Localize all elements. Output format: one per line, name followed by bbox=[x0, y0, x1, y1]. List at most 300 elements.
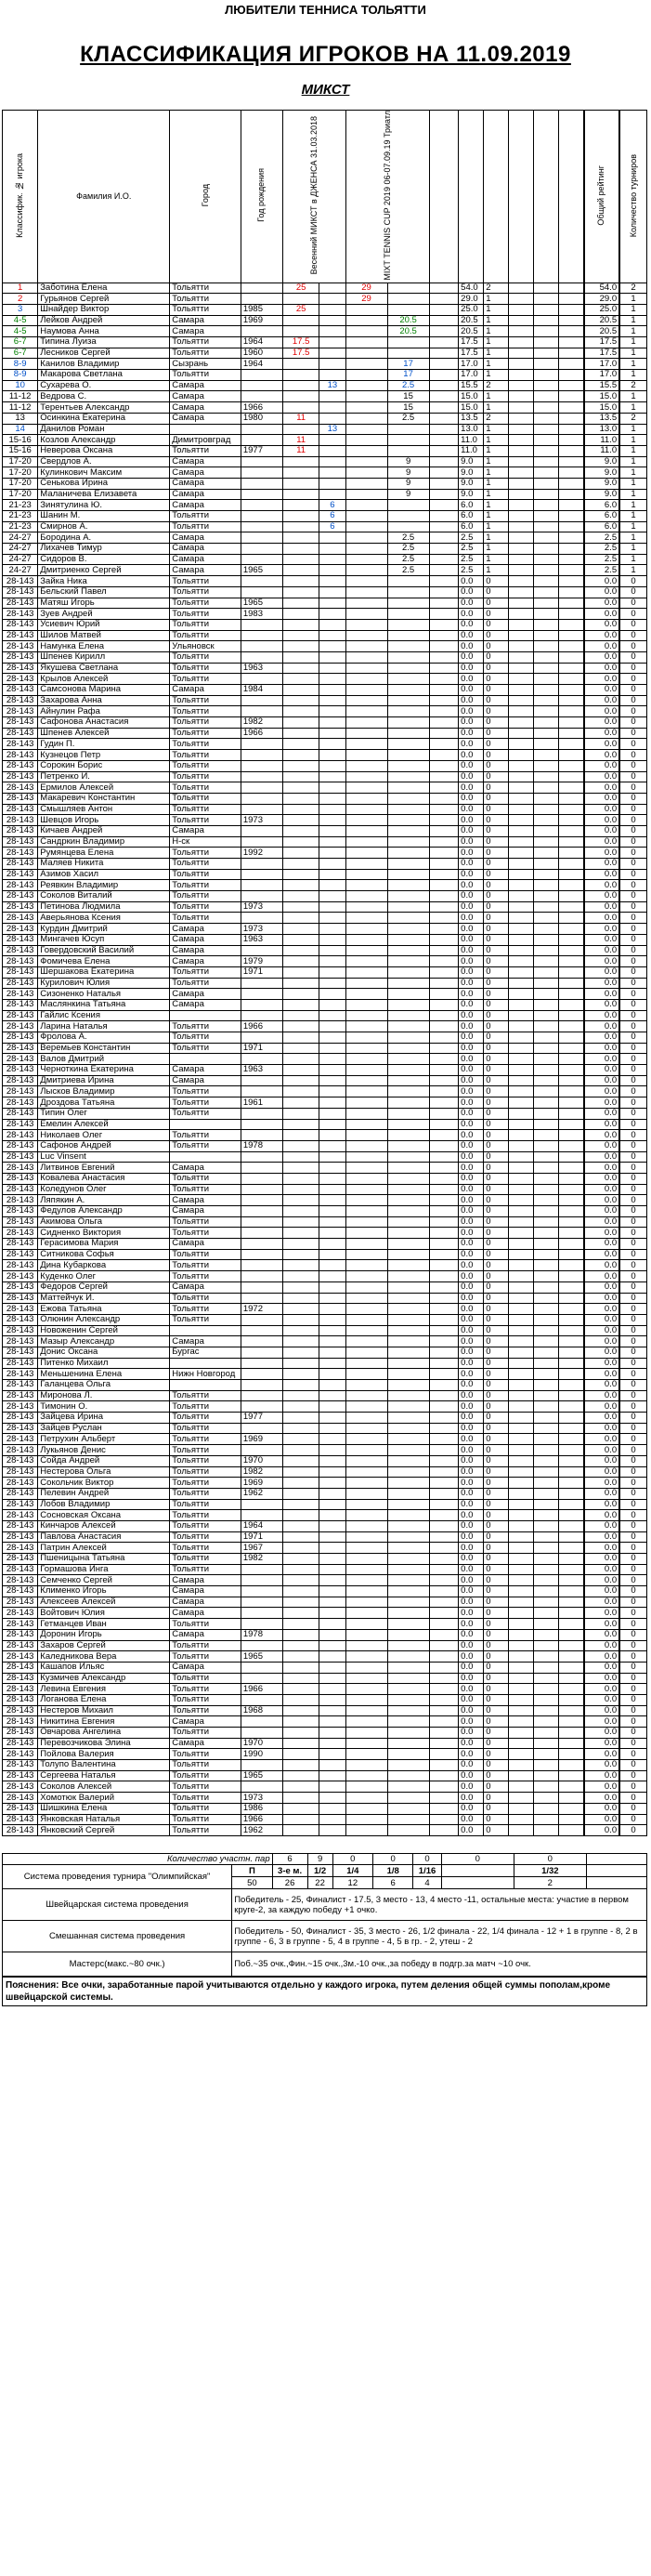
t1-b-cell bbox=[319, 348, 345, 359]
empty-cell bbox=[534, 1347, 559, 1358]
rank-cell: 17-20 bbox=[3, 489, 38, 500]
city-cell: Тольятти bbox=[170, 1760, 241, 1771]
empty-cell bbox=[509, 1054, 534, 1065]
t2-a-cell bbox=[345, 815, 387, 826]
t2-b-cell bbox=[387, 1608, 429, 1619]
name-cell: Левина Евгения bbox=[38, 1684, 170, 1695]
total-cell: 0.0 bbox=[584, 999, 619, 1010]
name-cell: Хомотюк Валерий bbox=[38, 1793, 170, 1804]
name-cell: Сафонова Анастасия bbox=[38, 717, 170, 729]
table-row bbox=[3, 651, 647, 663]
name-cell: Кашапов Ильяс bbox=[38, 1662, 170, 1673]
t2-a-cell bbox=[345, 989, 387, 1000]
total-cell: 0.0 bbox=[584, 1597, 619, 1608]
rank-cell: 24-27 bbox=[3, 554, 38, 565]
rank-cell: 28-143 bbox=[3, 1640, 38, 1651]
count-cell: 1 bbox=[619, 402, 646, 414]
masters-text: Поб.~35 очк.,Фин.~15 очк.,3м.-10 очк.,за победу в подгр.за матч ~10 очк. bbox=[232, 1952, 647, 1977]
total-cell: 0.0 bbox=[584, 859, 619, 870]
empty-cell: 0.0 bbox=[459, 1543, 484, 1554]
count-cell: 0 bbox=[619, 1651, 646, 1663]
empty-cell bbox=[509, 500, 534, 511]
rank-cell: 28-143 bbox=[3, 1228, 38, 1239]
empty-cell: 0 bbox=[484, 1325, 509, 1336]
extra-cell bbox=[429, 1738, 459, 1749]
city-cell bbox=[170, 1054, 241, 1065]
table-row bbox=[3, 1455, 647, 1466]
empty-cell bbox=[509, 1184, 534, 1195]
count-cell: 0 bbox=[619, 782, 646, 794]
empty-cell bbox=[509, 1445, 534, 1456]
t1-a-cell bbox=[282, 544, 319, 555]
count-cell: 0 bbox=[619, 1293, 646, 1304]
table-row bbox=[3, 760, 647, 771]
t1-a-cell bbox=[282, 1531, 319, 1543]
empty-cell bbox=[559, 1749, 584, 1760]
empty-cell: 0.0 bbox=[459, 1760, 484, 1771]
city-cell: Тольятти bbox=[170, 966, 241, 978]
empty-cell bbox=[534, 1651, 559, 1663]
city-cell: Самара bbox=[170, 489, 241, 500]
table-row bbox=[3, 1358, 647, 1369]
t2-a-cell bbox=[345, 782, 387, 794]
empty-cell bbox=[509, 521, 534, 532]
year-cell bbox=[241, 283, 282, 294]
total-cell: 0.0 bbox=[584, 956, 619, 967]
empty-cell: 17.5 bbox=[459, 337, 484, 348]
empty-cell: 25.0 bbox=[459, 304, 484, 315]
city-cell: Тольятти bbox=[170, 1390, 241, 1401]
empty-cell bbox=[559, 1325, 584, 1336]
empty-cell: 0 bbox=[484, 1054, 509, 1065]
empty-cell bbox=[509, 1455, 534, 1466]
empty-cell bbox=[559, 1010, 584, 1021]
t1-a-cell bbox=[282, 1478, 319, 1489]
empty-cell bbox=[559, 706, 584, 717]
t2-a-cell bbox=[345, 1455, 387, 1466]
empty-cell: 0.0 bbox=[459, 1195, 484, 1206]
t2-a-cell bbox=[345, 1597, 387, 1608]
extra-cell bbox=[429, 1043, 459, 1054]
count-cell: 1 bbox=[619, 337, 646, 348]
year-cell bbox=[241, 576, 282, 587]
city-cell: Самара bbox=[170, 989, 241, 1000]
name-cell: Нестеров Михаил bbox=[38, 1705, 170, 1716]
name-cell: Фролова А. bbox=[38, 1032, 170, 1044]
extra-cell bbox=[429, 760, 459, 771]
empty-cell bbox=[509, 598, 534, 609]
empty-cell bbox=[559, 1673, 584, 1684]
name-cell: Заботина Елена bbox=[38, 283, 170, 294]
table-row bbox=[3, 467, 647, 479]
empty-cell bbox=[559, 1662, 584, 1673]
city-cell: Самара bbox=[170, 402, 241, 414]
empty-cell bbox=[559, 848, 584, 859]
empty-cell bbox=[559, 402, 584, 414]
table-row bbox=[3, 554, 647, 565]
t2-b-cell bbox=[387, 1151, 429, 1163]
extra-cell bbox=[429, 511, 459, 522]
count-cell: 0 bbox=[619, 1608, 646, 1619]
empty-cell bbox=[509, 554, 534, 565]
table-row bbox=[3, 1781, 647, 1793]
t1-a-cell bbox=[282, 674, 319, 685]
extra-cell bbox=[429, 1358, 459, 1369]
t1-b-cell bbox=[319, 1228, 345, 1239]
t2-a-cell bbox=[345, 695, 387, 706]
extra-cell bbox=[429, 750, 459, 761]
count-cell: 0 bbox=[619, 1369, 646, 1380]
count-cell: 0 bbox=[619, 598, 646, 609]
extra-cell bbox=[429, 771, 459, 782]
year-cell bbox=[241, 1716, 282, 1728]
name-cell: Якушева Светлана bbox=[38, 663, 170, 674]
extra-cell bbox=[429, 956, 459, 967]
empty-cell: 0.0 bbox=[459, 1325, 484, 1336]
rank-cell: 28-143 bbox=[3, 999, 38, 1010]
system-label: Система проведения турнира "Олимпийская" bbox=[3, 1865, 232, 1889]
t2-b-cell bbox=[387, 1478, 429, 1489]
rank-cell: 15-16 bbox=[3, 445, 38, 456]
count-cell: 1 bbox=[619, 435, 646, 446]
year-cell bbox=[241, 1271, 282, 1282]
rank-cell: 28-143 bbox=[3, 1423, 38, 1434]
extra-cell bbox=[429, 1651, 459, 1663]
rank-cell: 28-143 bbox=[3, 1760, 38, 1771]
t2-a-cell bbox=[345, 1445, 387, 1456]
name-cell: Канилов Владимир bbox=[38, 359, 170, 370]
t2-b-cell bbox=[387, 1086, 429, 1097]
empty-cell: 0.0 bbox=[459, 1108, 484, 1119]
empty-cell bbox=[559, 945, 584, 956]
table-row bbox=[3, 1108, 647, 1119]
empty-cell: 0.0 bbox=[459, 891, 484, 902]
mixed-label: Смешанная система проведения bbox=[3, 1921, 232, 1952]
empty-cell: 13.0 bbox=[459, 424, 484, 435]
name-cell: Козлов Александр bbox=[38, 435, 170, 446]
empty-cell: 1 bbox=[484, 370, 509, 381]
extra-cell bbox=[429, 1021, 459, 1032]
city-cell: Тольятти bbox=[170, 1293, 241, 1304]
city-cell bbox=[170, 1325, 241, 1336]
t1-b-cell bbox=[319, 825, 345, 836]
year-cell bbox=[241, 532, 282, 544]
city-cell: Самара bbox=[170, 554, 241, 565]
rank-cell: 28-143 bbox=[3, 1281, 38, 1293]
empty-cell bbox=[559, 1803, 584, 1814]
t1-b-cell bbox=[319, 1728, 345, 1739]
year-cell bbox=[241, 1369, 282, 1380]
year-cell bbox=[241, 739, 282, 750]
t1-b-cell bbox=[319, 685, 345, 696]
extra-cell bbox=[429, 1597, 459, 1608]
t2-a-cell bbox=[345, 1662, 387, 1673]
t2-a-cell bbox=[345, 901, 387, 913]
t2-a-cell bbox=[345, 1803, 387, 1814]
year-cell bbox=[241, 1380, 282, 1391]
name-cell: Шилов Матвей bbox=[38, 630, 170, 641]
t1-b-cell bbox=[319, 1054, 345, 1065]
t1-b-cell bbox=[319, 630, 345, 641]
count-cell: 0 bbox=[619, 1760, 646, 1771]
t2-b-cell bbox=[387, 1347, 429, 1358]
total-cell: 0.0 bbox=[584, 804, 619, 815]
empty-cell: 0 bbox=[484, 956, 509, 967]
empty-cell: 0 bbox=[484, 717, 509, 729]
empty-cell: 0 bbox=[484, 750, 509, 761]
rank-cell: 28-143 bbox=[3, 619, 38, 630]
empty-cell bbox=[559, 1380, 584, 1391]
t2-a-cell bbox=[345, 1184, 387, 1195]
t1-a-cell bbox=[282, 1793, 319, 1804]
count-cell: 0 bbox=[619, 1705, 646, 1716]
t1-a-cell bbox=[282, 1401, 319, 1413]
empty-cell bbox=[559, 978, 584, 989]
empty-cell bbox=[509, 1760, 534, 1771]
t2-b-cell: 2.5 bbox=[387, 565, 429, 576]
stage-cell: 1/2 bbox=[307, 1865, 332, 1877]
count-cell: 0 bbox=[619, 619, 646, 630]
count-cell: 0 bbox=[619, 1184, 646, 1195]
city-cell: Тольятти bbox=[170, 511, 241, 522]
count-cell: 0 bbox=[619, 630, 646, 641]
empty-cell: 0 bbox=[484, 695, 509, 706]
t2-a-cell bbox=[345, 1728, 387, 1739]
city-cell: Тольятти bbox=[170, 978, 241, 989]
rank-cell: 28-143 bbox=[3, 1673, 38, 1684]
empty-cell bbox=[509, 1554, 534, 1565]
rank-cell: 28-143 bbox=[3, 1455, 38, 1466]
empty-cell bbox=[534, 815, 559, 826]
city-cell: Тольятти bbox=[170, 717, 241, 729]
table-row bbox=[3, 1738, 647, 1749]
empty-cell bbox=[509, 630, 534, 641]
t2-b-cell bbox=[387, 1184, 429, 1195]
rank-cell: 28-143 bbox=[3, 1434, 38, 1445]
table-row bbox=[3, 1575, 647, 1586]
empty-cell bbox=[534, 544, 559, 555]
name-cell: Меньшенина Елена bbox=[38, 1369, 170, 1380]
t1-a-cell bbox=[282, 1543, 319, 1554]
name-cell: Шпенев Алексей bbox=[38, 728, 170, 739]
empty-cell bbox=[534, 489, 559, 500]
count-cell: 0 bbox=[619, 1239, 646, 1250]
t1-a-cell bbox=[282, 1716, 319, 1728]
total-cell: 0.0 bbox=[584, 706, 619, 717]
count-cell: 0 bbox=[619, 901, 646, 913]
t1-a-cell bbox=[282, 1455, 319, 1466]
t2-a-cell bbox=[345, 1314, 387, 1325]
name-cell: Макаревич Константин bbox=[38, 793, 170, 804]
empty-cell bbox=[509, 1380, 534, 1391]
total-cell: 0.0 bbox=[584, 586, 619, 598]
empty-cell bbox=[509, 1662, 534, 1673]
city-cell: Тольятти bbox=[170, 1271, 241, 1282]
extra-cell bbox=[429, 1216, 459, 1228]
t2-b-cell bbox=[387, 1043, 429, 1054]
total-cell: 0.0 bbox=[584, 576, 619, 587]
empty-cell bbox=[534, 456, 559, 467]
header-total: Общий рейтинг bbox=[584, 111, 619, 283]
name-cell: Смышляев Антон bbox=[38, 804, 170, 815]
empty-cell bbox=[534, 717, 559, 729]
t2-a-cell bbox=[345, 641, 387, 652]
empty-cell bbox=[509, 359, 534, 370]
empty-cell: 0.0 bbox=[459, 1401, 484, 1413]
t1-a-cell bbox=[282, 1466, 319, 1478]
city-cell: Тольятти bbox=[170, 913, 241, 924]
city-cell: Тольятти bbox=[170, 1086, 241, 1097]
total-cell: 0.0 bbox=[584, 1793, 619, 1804]
table-row bbox=[3, 1173, 647, 1184]
t2-b-cell bbox=[387, 869, 429, 880]
header-count: Количество турниров bbox=[619, 111, 646, 283]
empty-cell bbox=[534, 1314, 559, 1325]
t2-a-cell bbox=[345, 1195, 387, 1206]
empty-cell bbox=[534, 1304, 559, 1315]
table-row bbox=[3, 1586, 647, 1597]
empty-cell bbox=[559, 283, 584, 294]
t1-a-cell bbox=[282, 1271, 319, 1282]
extra-cell bbox=[429, 1271, 459, 1282]
city-cell: Тольятти bbox=[170, 586, 241, 598]
year-cell: 1970 bbox=[241, 1455, 282, 1466]
table-row bbox=[3, 1770, 647, 1781]
empty-cell bbox=[534, 1770, 559, 1781]
empty-cell bbox=[559, 1531, 584, 1543]
empty-cell bbox=[534, 1281, 559, 1293]
count-cell: 0 bbox=[619, 1151, 646, 1163]
name-cell: Ежова Татьяна bbox=[38, 1304, 170, 1315]
t1-a-cell bbox=[282, 1651, 319, 1663]
empty-cell: 1 bbox=[484, 544, 509, 555]
year-cell bbox=[241, 1781, 282, 1793]
t2-a-cell bbox=[345, 1032, 387, 1044]
t1-a-cell bbox=[282, 1608, 319, 1619]
t2-a-cell bbox=[345, 750, 387, 761]
count-cell: 0 bbox=[619, 945, 646, 956]
empty-cell bbox=[509, 1543, 534, 1554]
empty-cell bbox=[559, 728, 584, 739]
city-cell: Тольятти bbox=[170, 1314, 241, 1325]
swiss-text: Победитель - 25, Финалист - 17.5, 3 место - 13, 4 место -11, остальные места: участие в первом круге-2, за каждую победу +1 очко. bbox=[232, 1889, 647, 1921]
empty-cell: 0.0 bbox=[459, 1163, 484, 1174]
rank-cell: 28-143 bbox=[3, 945, 38, 956]
t1-b-cell bbox=[319, 1781, 345, 1793]
year-cell bbox=[241, 500, 282, 511]
name-cell: Кулинкович Максим bbox=[38, 467, 170, 479]
year-cell: 1978 bbox=[241, 1140, 282, 1151]
name-cell: Мингачев Юсуп bbox=[38, 934, 170, 945]
empty-cell bbox=[509, 1281, 534, 1293]
t2-a-cell bbox=[345, 1401, 387, 1413]
total-cell: 0.0 bbox=[584, 1629, 619, 1640]
year-cell: 1971 bbox=[241, 966, 282, 978]
t2-b-cell bbox=[387, 445, 429, 456]
t2-a-cell bbox=[345, 760, 387, 771]
empty-cell bbox=[534, 1716, 559, 1728]
rank-cell: 4-5 bbox=[3, 326, 38, 337]
rank-cell: 28-143 bbox=[3, 1010, 38, 1021]
t2-b-cell bbox=[387, 848, 429, 859]
table-row bbox=[3, 500, 647, 511]
empty-cell bbox=[559, 1097, 584, 1109]
stage-cell: П bbox=[232, 1865, 272, 1877]
name-cell: Сидненко Виктория bbox=[38, 1228, 170, 1239]
t1-b-cell bbox=[319, 836, 345, 848]
city-cell: Тольятти bbox=[170, 1825, 241, 1836]
t1-a-cell bbox=[282, 956, 319, 967]
empty-cell bbox=[509, 999, 534, 1010]
rank-cell: 28-143 bbox=[3, 793, 38, 804]
count-cell: 0 bbox=[619, 760, 646, 771]
t2-a-cell bbox=[345, 489, 387, 500]
empty-cell bbox=[534, 1140, 559, 1151]
t2-a-cell bbox=[345, 804, 387, 815]
count-cell: 0 bbox=[441, 1854, 514, 1865]
count-cell: 2 bbox=[619, 413, 646, 424]
empty-cell: 0 bbox=[484, 901, 509, 913]
extra-cell bbox=[429, 1281, 459, 1293]
year-cell: 1964 bbox=[241, 1520, 282, 1531]
empty-cell bbox=[559, 771, 584, 782]
empty-cell bbox=[534, 1586, 559, 1597]
empty-cell: 0.0 bbox=[459, 782, 484, 794]
t1-b-cell bbox=[319, 1239, 345, 1250]
total-cell: 0.0 bbox=[584, 685, 619, 696]
t1-a-cell bbox=[282, 859, 319, 870]
empty-cell bbox=[559, 825, 584, 836]
total-cell: 6.0 bbox=[584, 511, 619, 522]
t1-b-cell bbox=[319, 1010, 345, 1021]
empty-cell bbox=[559, 1597, 584, 1608]
name-cell: Курилович Юлия bbox=[38, 978, 170, 989]
empty-cell bbox=[559, 1304, 584, 1315]
t1-a-cell bbox=[282, 1499, 319, 1510]
t1-a-cell bbox=[282, 1423, 319, 1434]
empty-cell bbox=[509, 1216, 534, 1228]
count-cell: 0 bbox=[619, 804, 646, 815]
t1-b-cell bbox=[319, 978, 345, 989]
t2-b-cell bbox=[387, 1239, 429, 1250]
empty-cell bbox=[534, 1793, 559, 1804]
empty-cell bbox=[534, 359, 559, 370]
empty-cell bbox=[509, 913, 534, 924]
total-cell: 2.5 bbox=[584, 554, 619, 565]
empty-cell: 0.0 bbox=[459, 1586, 484, 1597]
name-cell: Смирнов А. bbox=[38, 521, 170, 532]
name-cell: Зайцева Ирина bbox=[38, 1413, 170, 1424]
t1-b-cell bbox=[319, 966, 345, 978]
empty-cell bbox=[509, 1401, 534, 1413]
name-cell: Лейков Андрей bbox=[38, 315, 170, 326]
table-row bbox=[3, 1629, 647, 1640]
table-row bbox=[3, 619, 647, 630]
table-row bbox=[3, 945, 647, 956]
empty-cell: 0.0 bbox=[459, 1390, 484, 1401]
count-cell: 1 bbox=[619, 294, 646, 305]
empty-cell bbox=[509, 1347, 534, 1358]
empty-cell: 0.0 bbox=[459, 1336, 484, 1347]
empty-cell bbox=[534, 989, 559, 1000]
empty-cell: 0 bbox=[484, 1140, 509, 1151]
t1-b-cell bbox=[319, 1413, 345, 1424]
year-cell bbox=[241, 999, 282, 1010]
name-cell: Типин Олег bbox=[38, 1108, 170, 1119]
empty-cell bbox=[559, 1173, 584, 1184]
t1-b-cell bbox=[319, 1684, 345, 1695]
empty-cell bbox=[559, 1760, 584, 1771]
